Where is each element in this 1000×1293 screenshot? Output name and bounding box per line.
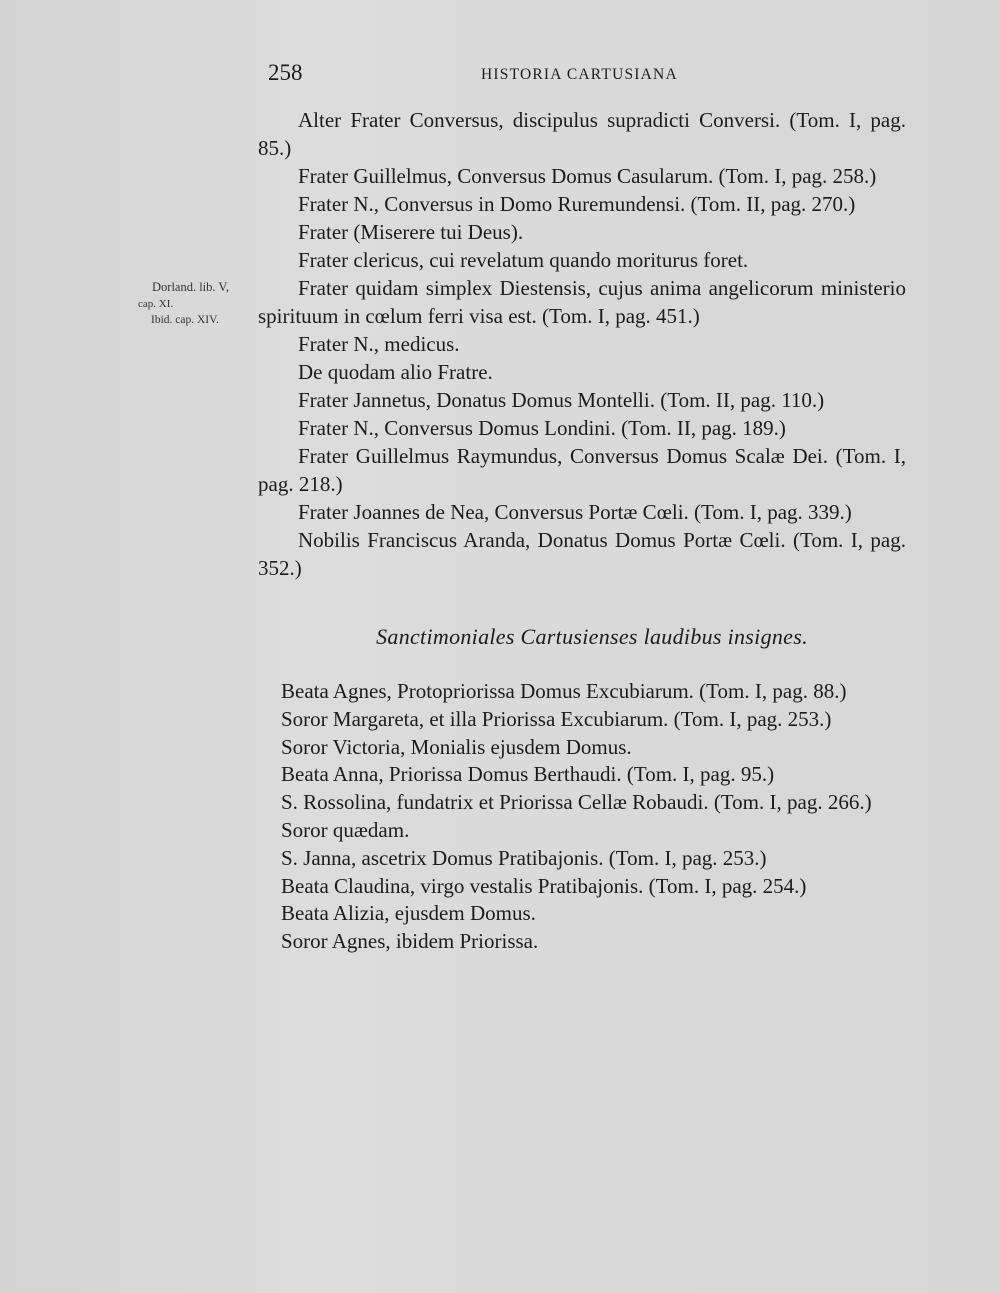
entry-paragraph: De quodam alio Fratre. [298, 360, 493, 384]
entry-paragraph: Soror Victoria, Monialis ejusdem Domus. [281, 734, 632, 759]
entry-paragraph: Frater N., Conversus Domus Londini. (Tom. II, pag. 189.) [298, 416, 786, 440]
entry-paragraph: Soror Margareta, et illa Priorissa Excubiarum. (Tom. I, pag. 253.) [281, 706, 832, 731]
section-heading: Sanctimoniales Cartusienses laudibus insignes. [376, 624, 808, 649]
margin-note: cap. XI. [138, 298, 174, 310]
page-body [258, 106, 906, 956]
entry-paragraph: Frater N., medicus. [298, 332, 460, 356]
entry-paragraph: S. Janna, ascetrix Domus Pratibajonis. (Tom. I, pag. 253.) [281, 845, 767, 870]
entry-paragraph: Beata Alizia, ejusdem Domus. [281, 901, 536, 926]
entry-paragraph: Frater (Miserere tui Deus). [298, 220, 524, 244]
entry-paragraph: Frater Guillelmus, Conversus Domus Casularum. (Tom. I, pag. 258.) [298, 164, 877, 188]
entry-paragraph: Frater Guillelmus Raymundus, Conversus Domus Scalæ Dei. (Tom. I, pag. 218.) [258, 444, 906, 496]
entry-paragraph: Beata Anna, Priorissa Domus Berthaudi. (Tom. I, pag. 95.) [281, 762, 775, 787]
margin-note: Dorland. lib. V, [152, 280, 229, 294]
section-entries [253, 678, 906, 956]
entry-paragraph: Beata Agnes, Protopriorissa Domus Excubiarum. (Tom. I, pag. 88.) [281, 679, 847, 703]
entry-paragraph: S. Rossolina, fundatrix et Priorissa Cellæ Robaudi. (Tom. I, pag. 266.) [281, 790, 872, 815]
entry-paragraph: Frater quidam simplex Diestensis, cujus anima angelicorum ministerio spirituum in cœlum ferri visa est. (Tom. I, pag. 451.) [258, 276, 906, 328]
entry-paragraph: Frater clericus, cui revelatum quando moriturus foret. [298, 248, 749, 272]
entry-paragraph: Nobilis Franciscus Aranda, Donatus Domus Portæ Cœli. (Tom. I, pag. 352.) [258, 528, 906, 580]
entry-paragraph: Frater N., Conversus in Domo Ruremundensi. (Tom. II, pag. 270.) [298, 192, 856, 216]
margin-note: Ibid. cap. XIV. [151, 314, 219, 326]
entry-paragraph: Soror Agnes, ibidem Priorissa. [281, 929, 539, 954]
page-number: 258 [268, 60, 303, 85]
entry-paragraph: Frater Joannes de Nea, Conversus Portæ Cœli. (Tom. I, pag. 339.) [298, 500, 852, 524]
entry-paragraph: Alter Frater Conversus, discipulus supradicti Conversi. (Tom. I, pag. 85.) [258, 108, 906, 160]
entry-paragraph: Soror quædam. [281, 817, 410, 842]
running-head: HISTORIA CARTUSIANA [481, 66, 678, 83]
entry-paragraph: Frater Jannetus, Donatus Domus Montelli. (Tom. II, pag. 110.) [298, 388, 825, 412]
entry-paragraph: Beata Claudina, virgo vestalis Pratibajonis. (Tom. I, pag. 254.) [281, 873, 807, 898]
